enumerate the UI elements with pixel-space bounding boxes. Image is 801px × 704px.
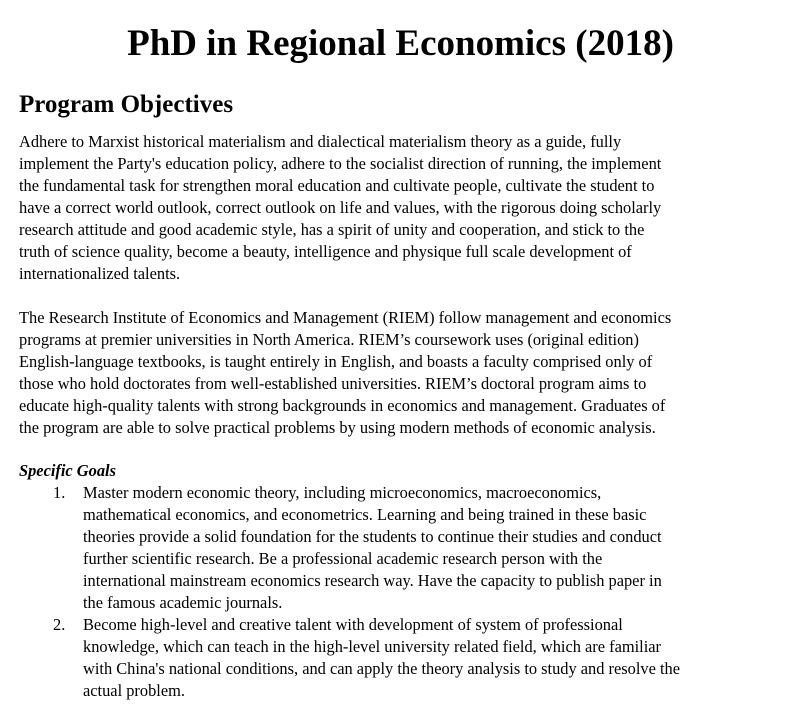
goal-number: 1. [53, 483, 66, 502]
paragraph-line: Adhere to Marxist historical materialism and dialectical materialism theory as a guide, fully [19, 132, 622, 151]
goal-line: actual problem. [83, 681, 185, 700]
paragraph-line: truth of science quality, become a beauty, intelligence and physique full scale development of [19, 242, 632, 261]
goal-text [83, 614, 799, 702]
goal-line: knowledge, which can teach in the high-level university related field, which are familiar [83, 637, 662, 656]
paragraph-line: programs at premier universities in North America. RIEM’s coursework uses (original edition) [19, 330, 639, 349]
goal-number: 2. [53, 615, 66, 634]
riem-paragraph [19, 307, 799, 439]
goal-line: mathematical economics, and econometrics. Learning and being trained in these basic [83, 505, 647, 524]
goal-line: international mainstream economics research way. Have the capacity to publish paper in [83, 571, 662, 590]
goal-line: theories provide a solid foundation for the students to continue their studies and conduct [83, 527, 662, 546]
goal-line: with China's national conditions, and can apply the theory analysis to study and resolve the [83, 659, 680, 678]
paragraph-line: the program are able to solve practical problems by using modern methods of economic analysis. [19, 418, 656, 437]
goal-line: Master modern economic theory, including microeconomics, macroeconomics, [83, 483, 602, 502]
paragraph-line: internationalized talents. [19, 264, 181, 283]
goal-text [83, 482, 799, 614]
paragraph-line: implement the Party's education policy, adhere to the socialist direction of running, the implement [19, 154, 662, 173]
page-title: PhD in Regional Economics (2018) [127, 23, 674, 64]
goal-line: further scientific research. Be a professional academic research person with the [83, 549, 603, 568]
paragraph-line: English-language textbooks, is taught entirely in English, and boasts a faculty comprised only of [19, 352, 653, 371]
objectives-paragraph [19, 131, 799, 285]
section-heading-program-objectives: Program Objectives [19, 91, 234, 118]
paragraph-line: have a correct world outlook, correct outlook on life and values, with the rigorous doing scholarly [19, 198, 662, 217]
paragraph-line: educate high-quality talents with strong backgrounds in economics and management. Graduates of [19, 396, 666, 415]
goal-line: the famous academic journals. [83, 593, 283, 612]
paragraph-line: those who hold doctorates from well-established universities. RIEM’s doctoral program aims to [19, 374, 647, 393]
paragraph-line: The Research Institute of Economics and Management (RIEM) follow management and economics [19, 308, 672, 327]
paragraph-line: the fundamental task for strengthen moral education and cultivate people, cultivate the student to [19, 176, 655, 195]
specific-goals-heading: Specific Goals [19, 461, 116, 480]
paragraph-line: research attitude and good academic style, has a spirit of unity and cooperation, and stick to the [19, 220, 645, 239]
goal-line: Become high-level and creative talent with development of system of professional [83, 615, 623, 634]
